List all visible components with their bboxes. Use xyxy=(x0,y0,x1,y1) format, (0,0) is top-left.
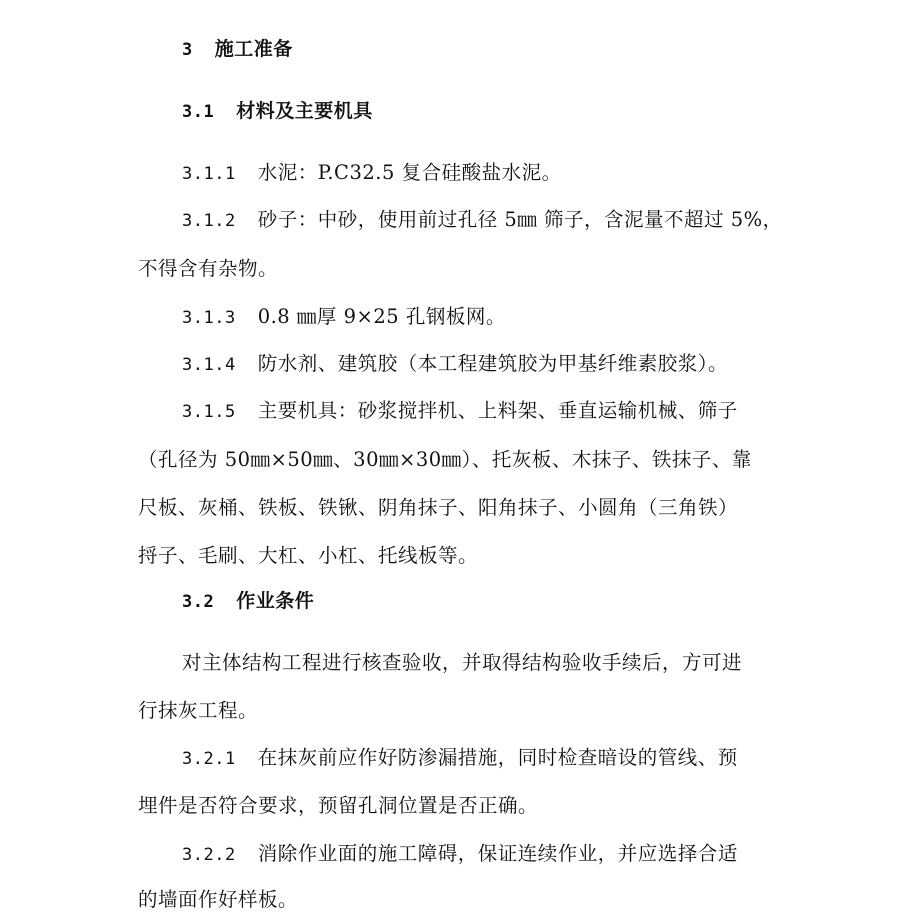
section-title: 作业条件 xyxy=(236,590,315,612)
paragraph-3-2-1-line-1 xyxy=(182,746,738,771)
heading-section-3-2 xyxy=(182,589,314,614)
paragraph-3-2-intro-line-2: 行抹灰工程。 xyxy=(138,699,259,722)
item-number: 3.2.2 xyxy=(182,845,236,865)
section-number: 3.2 xyxy=(182,592,215,612)
paragraph-3-2-intro-line-1: 对主体结构工程进行核查验收，并取得结构验收手续后，方可进 xyxy=(182,651,743,674)
paragraph-3-2-1-line-2: 埋件是否符合要求，预留孔洞位置是否正确。 xyxy=(138,794,539,817)
item-text: 0.8 ㎜厚 9×25 孔钢板网。 xyxy=(257,305,506,328)
item-text: 在抹灰前应作好防渗漏措施，同时检查暗设的管线、预 xyxy=(257,746,738,769)
paragraph-3-1-5-line-2: （孔径为 50㎜×50㎜、30㎜×30㎜）、托灰板、木抹子、铁抹子、靠 xyxy=(138,448,752,471)
item-number: 3.2.1 xyxy=(182,749,236,769)
paragraph-3-1-1 xyxy=(182,161,562,186)
item-number: 3.1.5 xyxy=(182,402,236,422)
item-number: 3.1.4 xyxy=(182,355,236,375)
paragraph-3-1-5-line-3: 尺板、灰桶、铁板、铁锹、阴角抹子、阳角抹子、小圆角（三角铁） xyxy=(138,496,739,519)
paragraph-3-2-2-line-1 xyxy=(182,842,738,867)
section-title: 施工准备 xyxy=(214,38,293,60)
paragraph-3-1-3 xyxy=(182,305,506,330)
item-number: 3.1.3 xyxy=(182,308,236,328)
item-text: 防水剂、建筑胶（本工程建筑胶为甲基纤维素胶浆）。 xyxy=(257,352,728,375)
section-number: 3.1 xyxy=(182,102,215,122)
paragraph-3-2-2-line-2: 的墙面作好样板。 xyxy=(138,888,299,911)
paragraph-3-1-5-line-1 xyxy=(182,399,738,424)
paragraph-3-1-2-line-2: 不得含有杂物。 xyxy=(138,257,279,280)
heading-section-3-1 xyxy=(182,99,373,124)
item-number: 3.1.1 xyxy=(182,164,236,184)
item-text: 砂子：中砂，使用前过孔径 5㎜ 筛子，含泥量不超过 5%， xyxy=(257,208,783,231)
item-text: 消除作业面的施工障碍，保证连续作业，并应选择合适 xyxy=(257,842,738,865)
item-text: 水泥：P.C32.5 复合硅酸盐水泥。 xyxy=(257,161,562,184)
section-title: 材料及主要机具 xyxy=(236,100,373,122)
item-text: 主要机具：砂浆搅拌机、上料架、垂直运输机械、筛子 xyxy=(257,399,738,422)
heading-section-3 xyxy=(182,37,293,62)
item-number: 3.1.2 xyxy=(182,211,236,231)
section-number: 3 xyxy=(182,40,193,60)
paragraph-3-1-4 xyxy=(182,352,728,377)
paragraph-3-1-5-line-4: 捋子、毛刷、大杠、小杠、托线板等。 xyxy=(138,544,479,567)
paragraph-3-1-2-line-1 xyxy=(182,208,783,233)
